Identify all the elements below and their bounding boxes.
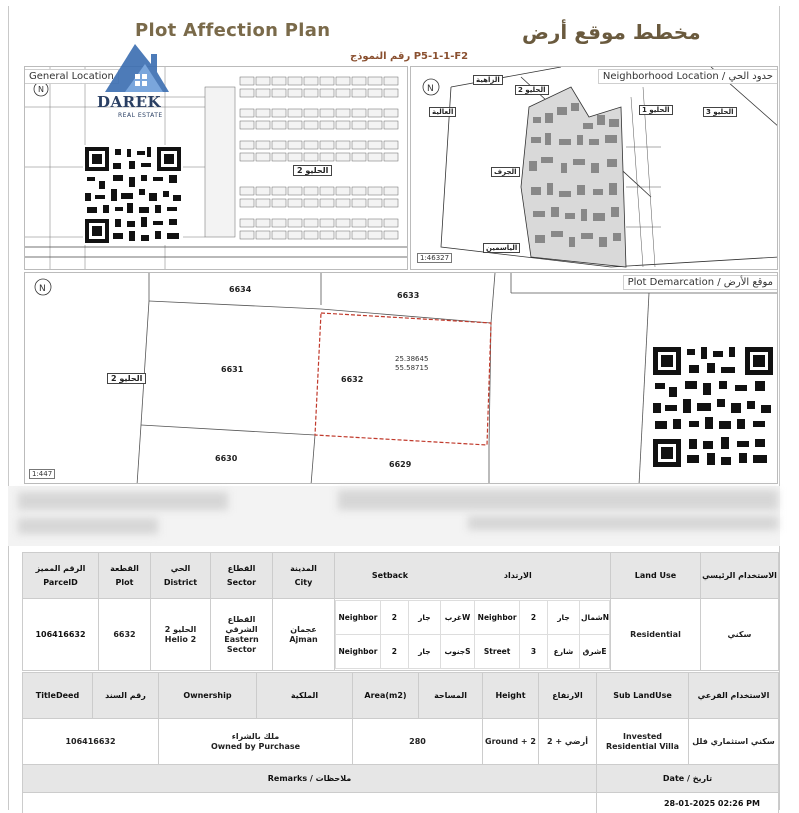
district-en-value: Helio 2 (164, 634, 197, 644)
logo-wordmark: DAREK (97, 93, 162, 111)
title-arabic: مخطط موقع أرض (522, 20, 701, 44)
city-value (273, 599, 335, 671)
land-use-en-value: Residential (611, 599, 701, 671)
setback-cell: 2 (380, 635, 408, 669)
header-ownership-en: Ownership (159, 673, 257, 719)
subject-plot-label: 6632 (341, 375, 364, 384)
svg-text:N: N (427, 84, 434, 94)
setback-subtable (335, 600, 610, 669)
date-header: Date / تاريخ (597, 765, 779, 793)
district-ar-value: الحليو 2 (164, 624, 197, 634)
header-plot-ar: القطعة (110, 563, 139, 573)
header-city-en: City (294, 577, 313, 587)
plot-6631-label: 6631 (221, 365, 244, 374)
plot-6629-label: 6629 (389, 460, 412, 469)
plot-value: 6632 (99, 599, 151, 671)
district-value (151, 599, 211, 671)
setback-cell: Neighbor (336, 601, 381, 635)
header-ownership-ar: الملكية (257, 673, 353, 719)
form-number: رقم النموذج P5-1-1-F2 (350, 51, 469, 62)
svg-text:N: N (39, 284, 46, 294)
header-land-use-ar: الاستخدام الرئيسي (701, 553, 779, 599)
latitude: 25.38645 (395, 355, 429, 363)
ownership-value (159, 719, 353, 765)
header-area-ar: المساحة (419, 673, 483, 719)
header-title-deed-ar: رقم السند (93, 673, 159, 719)
neighborhood-map (411, 67, 778, 270)
header-district-ar: الحي (170, 563, 191, 573)
header-parcel-ar: الرقم المميز (35, 563, 86, 573)
ownership-en-value: Owned by Purchase (210, 741, 301, 751)
neighborhood-title: Neighborhood Location / حدود الحي (598, 69, 777, 84)
qr-code-icon (83, 145, 183, 245)
header-setback (335, 553, 611, 599)
remarks-value (23, 793, 597, 813)
sector-value (211, 599, 273, 671)
neighborhood-label-jurf: الجرف (491, 167, 520, 177)
setback-cell: Street (475, 635, 520, 669)
header-area-en: Area(m2) (353, 673, 419, 719)
neighborhood-label-aliya: العالية (429, 107, 456, 117)
setback-cell: 2 (380, 601, 408, 635)
setback-cell: Neighbor (475, 601, 520, 635)
neighborhood-label-yasmeen: الياسمين (483, 243, 520, 253)
logo-subtitle: REAL ESTATE (118, 112, 163, 119)
neighborhood-label-zahia: الزاهية (473, 75, 503, 85)
header-height-en: Height (483, 673, 539, 719)
header-sub-land-use-ar: الاستخدام الفرعي (689, 673, 779, 719)
header-sector-ar: القطاع (227, 563, 256, 573)
header-title-deed-en: TitleDeed (23, 673, 93, 719)
svg-text:N: N (38, 85, 44, 94)
qr-code-icon (651, 345, 775, 469)
sub-land-use-en-value: Invested Residential Villa (597, 719, 689, 765)
setback-cell: جار (408, 635, 440, 669)
header-land-use-en: Land Use (611, 553, 701, 599)
setback-cell: شارع (547, 635, 579, 669)
setback-cell: Neighbor (336, 635, 381, 669)
header-height-ar: الارتفاع (539, 673, 597, 719)
header-district (151, 553, 211, 599)
header-plot-en: Plot (115, 577, 134, 587)
neighborhood-label-helio1: الحليو 1 (639, 105, 673, 115)
plot-demarcation-panel (24, 272, 778, 484)
setback-cell: شرقE (580, 635, 610, 669)
header-city-ar: المدينة (290, 563, 317, 573)
general-location-title: General Location (25, 69, 119, 84)
sub-land-use-ar-value: سكني استثماري فلل (689, 719, 779, 765)
sector-ar-value: القطاع الشرقي (225, 614, 258, 634)
neighborhood-label-helio2: الحليو 2 (515, 85, 549, 95)
header-parcel-id (23, 553, 99, 599)
plot-6630-label: 6630 (215, 454, 238, 463)
plot-coordinates (395, 355, 428, 373)
setback-cell: جار (547, 601, 579, 635)
header-district-en: District (163, 577, 198, 587)
title-english: Plot Affection Plan (135, 20, 331, 41)
title-deed-value: 106416632 (23, 719, 159, 765)
city-en-value: Ajman (289, 634, 318, 644)
height-en-value: Ground + 2 (483, 719, 539, 765)
plot-6633-label: 6633 (397, 291, 420, 300)
neighborhood-label-helio3: الحليو 3 (703, 107, 737, 117)
header-setback-en: Setback (371, 570, 409, 580)
setback-cell: شمالN (580, 601, 610, 635)
city-ar-value: عجمان (290, 624, 317, 634)
neighborhood-scale: 1:46327 (417, 253, 452, 263)
header-plot (99, 553, 151, 599)
general-location-panel (24, 66, 408, 270)
land-use-ar-value: سكني (701, 599, 779, 671)
general-location-area-label: الحليو 2 (293, 165, 332, 176)
parcel-id-value: 106416632 (23, 599, 99, 671)
remarks-header: Remarks / ملاحظات (23, 765, 597, 793)
ownership-info-table (22, 672, 779, 813)
ownership-ar-value: ملك بالشراء (231, 731, 280, 741)
setback-cell: 2 (520, 601, 548, 635)
date-value: 28-01-2025 02:26 PM (597, 793, 779, 813)
neighborhood-location-panel (410, 66, 778, 270)
height-ar-value: أرضي + 2 (539, 719, 597, 765)
longitude: 55.58715 (395, 364, 429, 372)
header-parcel-en: ParcelD (43, 577, 78, 587)
setback-grid (335, 599, 611, 671)
plot-6634-label: 6634 (229, 285, 252, 294)
header-sub-land-use-en: Sub LandUse (597, 673, 689, 719)
area-value: 280 (353, 719, 483, 765)
header-sector-en: Sector (226, 577, 257, 587)
setback-cell: جار (408, 601, 440, 635)
demarcation-title: Plot Demarcation / موقع الأرض (623, 275, 777, 290)
parcel-info-table (22, 552, 779, 671)
setback-cell: جنوبS (440, 635, 474, 669)
header-sector (211, 553, 273, 599)
setback-cell: غربW (440, 601, 474, 635)
area-label: الحليو 2 (107, 373, 146, 384)
header-city (273, 553, 335, 599)
header-setback-ar: الارتداد (503, 570, 532, 580)
setback-cell: 3 (520, 635, 548, 669)
demarcation-scale: 1:447 (29, 469, 55, 479)
redacted-area (8, 486, 780, 546)
sector-en-value: Eastern Sector (224, 634, 259, 654)
